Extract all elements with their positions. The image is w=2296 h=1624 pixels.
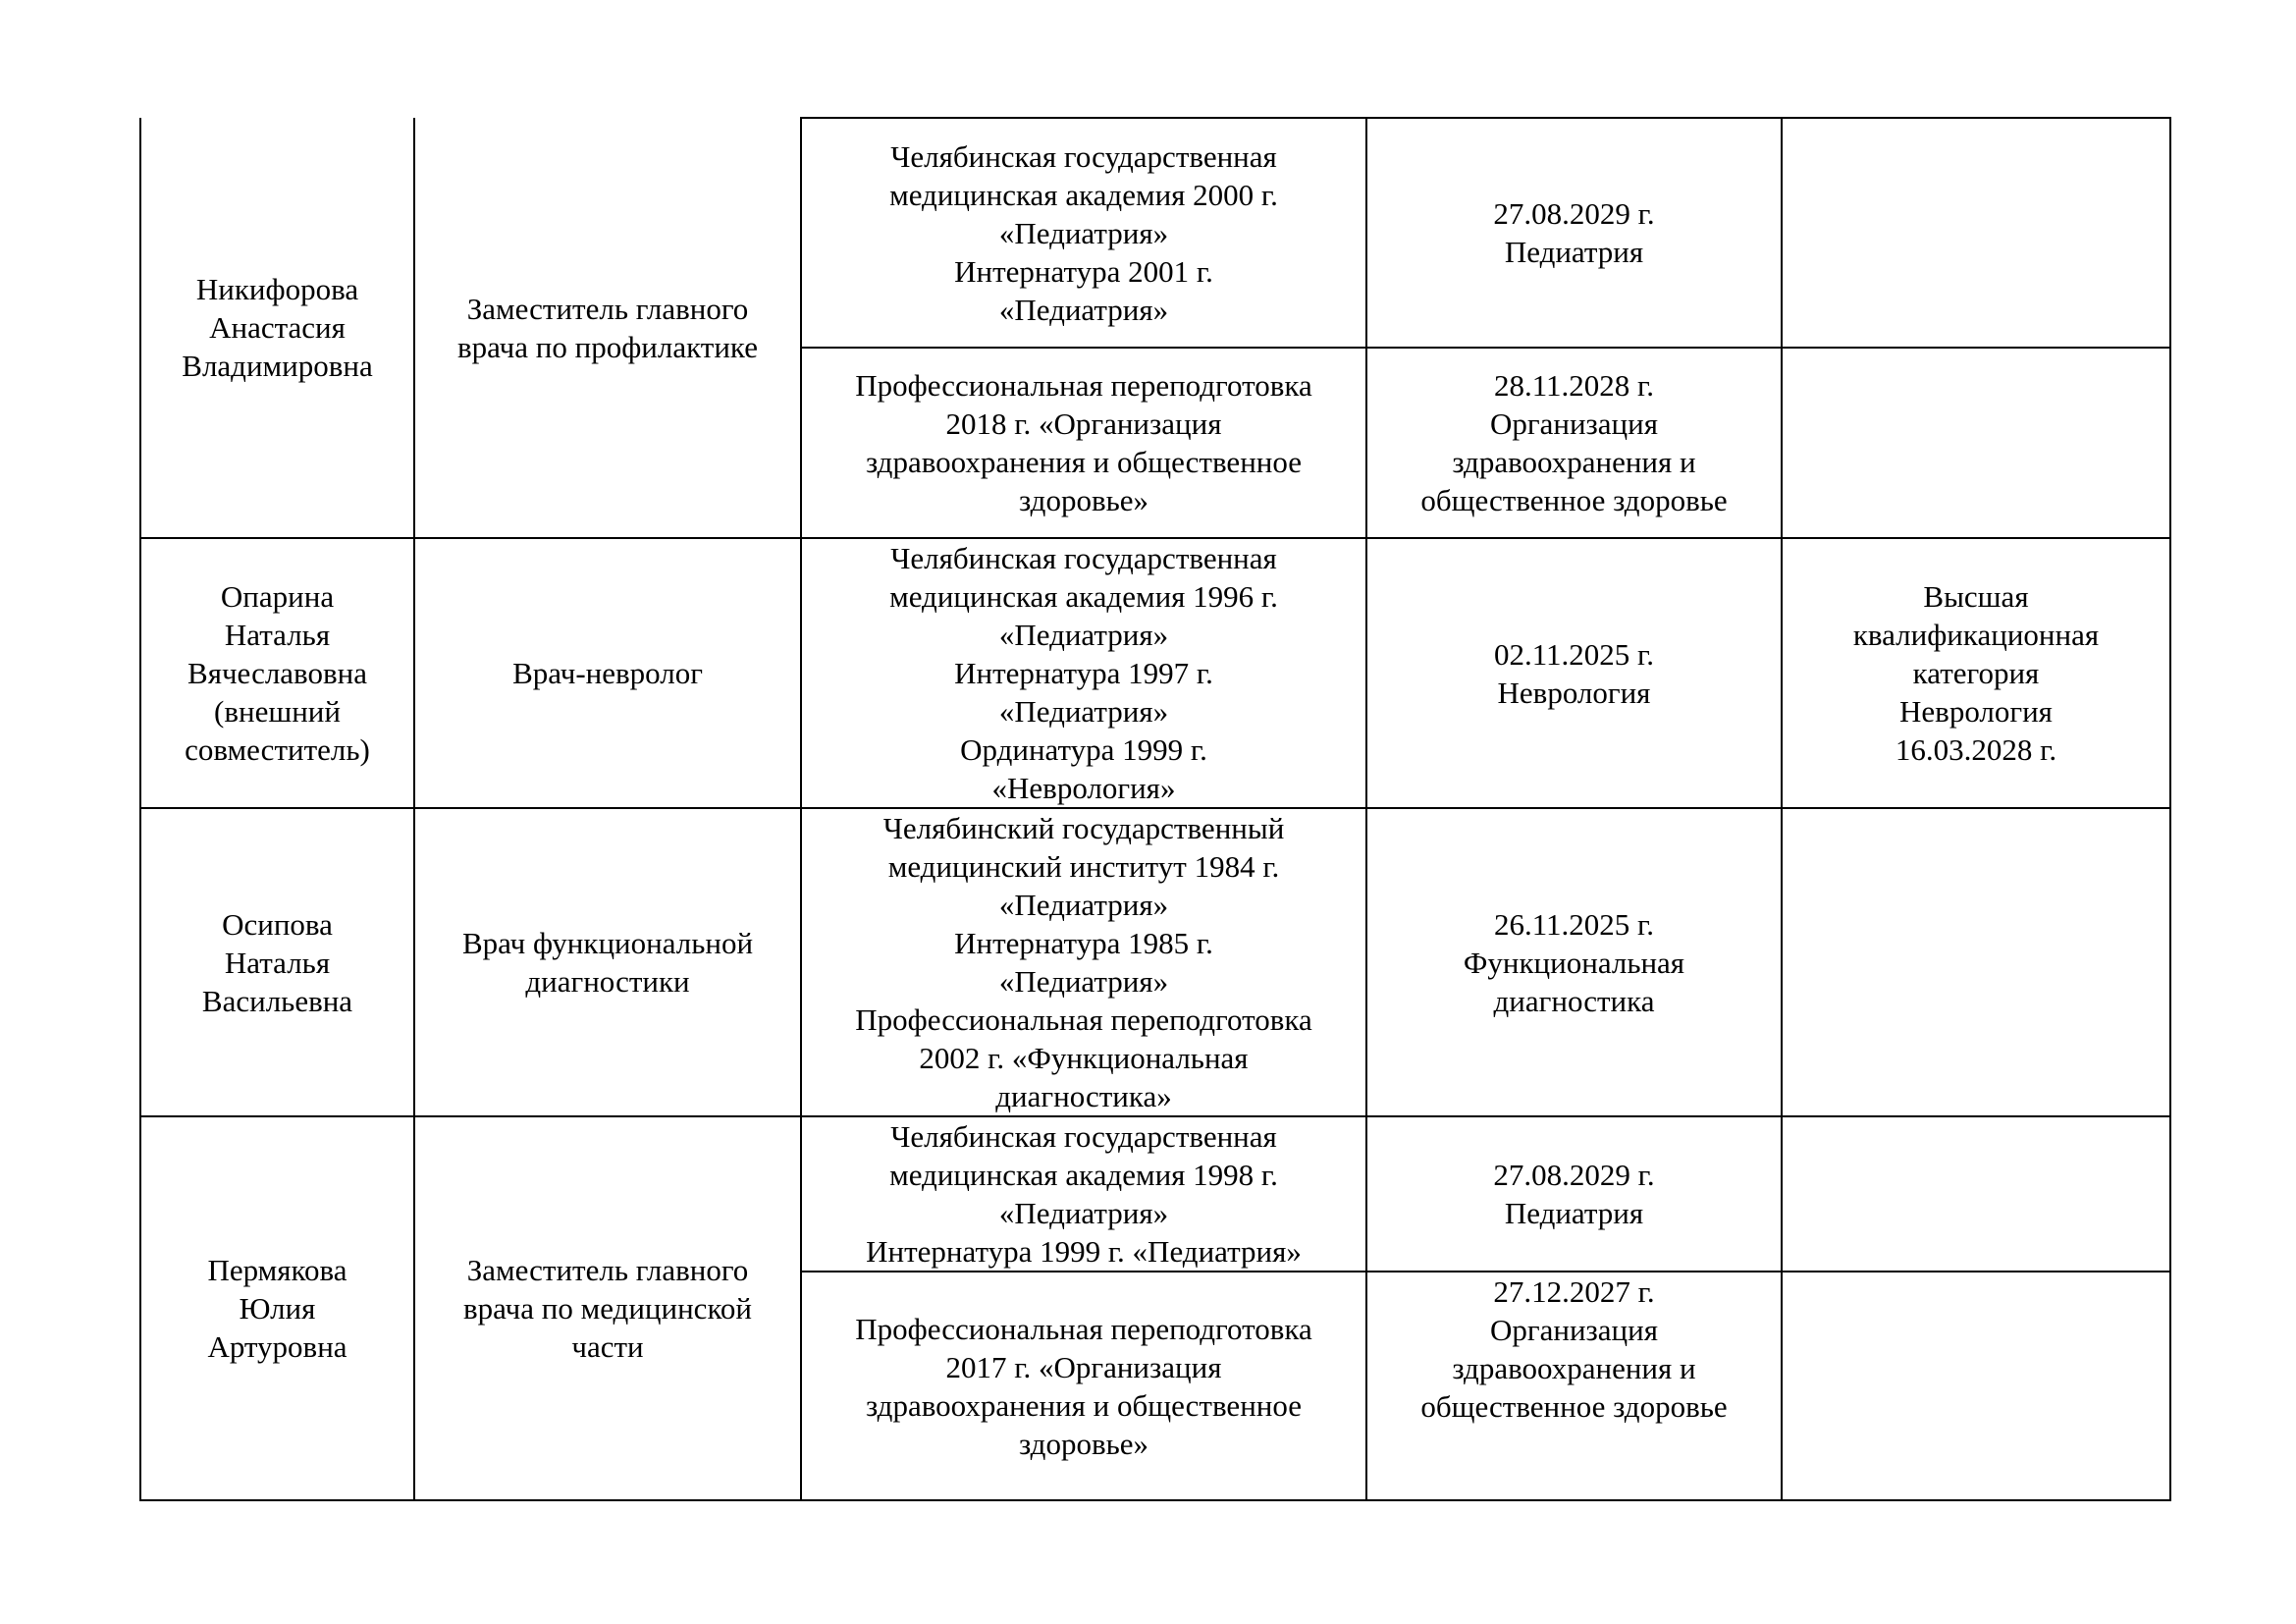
education-cell: Челябинская государственная медицинская академия 2000 г. «Педиатрия» Интернатура 2001 г. «Педиатрия»	[801, 118, 1366, 348]
category-cell	[1782, 808, 2170, 1116]
employee-name: Опарина Наталья Вячеславовна (внешний совместитель)	[140, 538, 414, 808]
category-cell	[1782, 118, 2170, 348]
education-cell: Челябинская государственная медицинская академия 1998 г. «Педиатрия» Интернатура 1999 г. «Педиатрия»	[801, 1116, 1366, 1272]
employee-position: Заместитель главного врача по профилактике	[414, 118, 801, 538]
staff-table	[139, 117, 2171, 1501]
certificate-cell: 27.08.2029 г. Педиатрия	[1366, 118, 1782, 348]
table-row	[140, 538, 2170, 808]
employee-position: Врач-невролог	[414, 538, 801, 808]
certificate-cell: 27.08.2029 г. Педиатрия	[1366, 1116, 1782, 1272]
employee-name: Пермякова Юлия Артуровна	[140, 1116, 414, 1500]
certificate-cell: 27.12.2027 г. Организация здравоохранения и общественное здоровье	[1366, 1272, 1782, 1500]
category-cell	[1782, 1116, 2170, 1272]
education-cell: Челябинский государственный медицинский институт 1984 г. «Педиатрия» Интернатура 1985 г. «Педиатрия» Профессиональная переподготовка 2002 г. «Функциональная диагностика»	[801, 808, 1366, 1116]
certificate-cell: 26.11.2025 г. Функциональная диагностика	[1366, 808, 1782, 1116]
education-cell: Профессиональная переподготовка 2017 г. «Организация здравоохранения и общественное здоровье»	[801, 1272, 1366, 1500]
employee-position: Врач функциональной диагностики	[414, 808, 801, 1116]
table-row	[140, 1116, 2170, 1272]
employee-position: Заместитель главного врача по медицинской части	[414, 1116, 801, 1500]
certificate-cell: 02.11.2025 г. Неврология	[1366, 538, 1782, 808]
category-cell	[1782, 348, 2170, 538]
employee-name: Осипова Наталья Васильевна	[140, 808, 414, 1116]
education-cell: Профессиональная переподготовка 2018 г. «Организация здравоохранения и общественное здоровье»	[801, 348, 1366, 538]
employee-name: Никифорова Анастасия Владимировна	[140, 118, 414, 538]
table-row	[140, 118, 2170, 348]
category-cell: Высшая квалификационная категория Неврология 16.03.2028 г.	[1782, 538, 2170, 808]
category-cell	[1782, 1272, 2170, 1500]
table-row	[140, 808, 2170, 1116]
certificate-cell: 28.11.2028 г. Организация здравоохранения и общественное здоровье	[1366, 348, 1782, 538]
education-cell: Челябинская государственная медицинская академия 1996 г. «Педиатрия» Интернатура 1997 г. «Педиатрия» Ординатура 1999 г. «Неврология»	[801, 538, 1366, 808]
